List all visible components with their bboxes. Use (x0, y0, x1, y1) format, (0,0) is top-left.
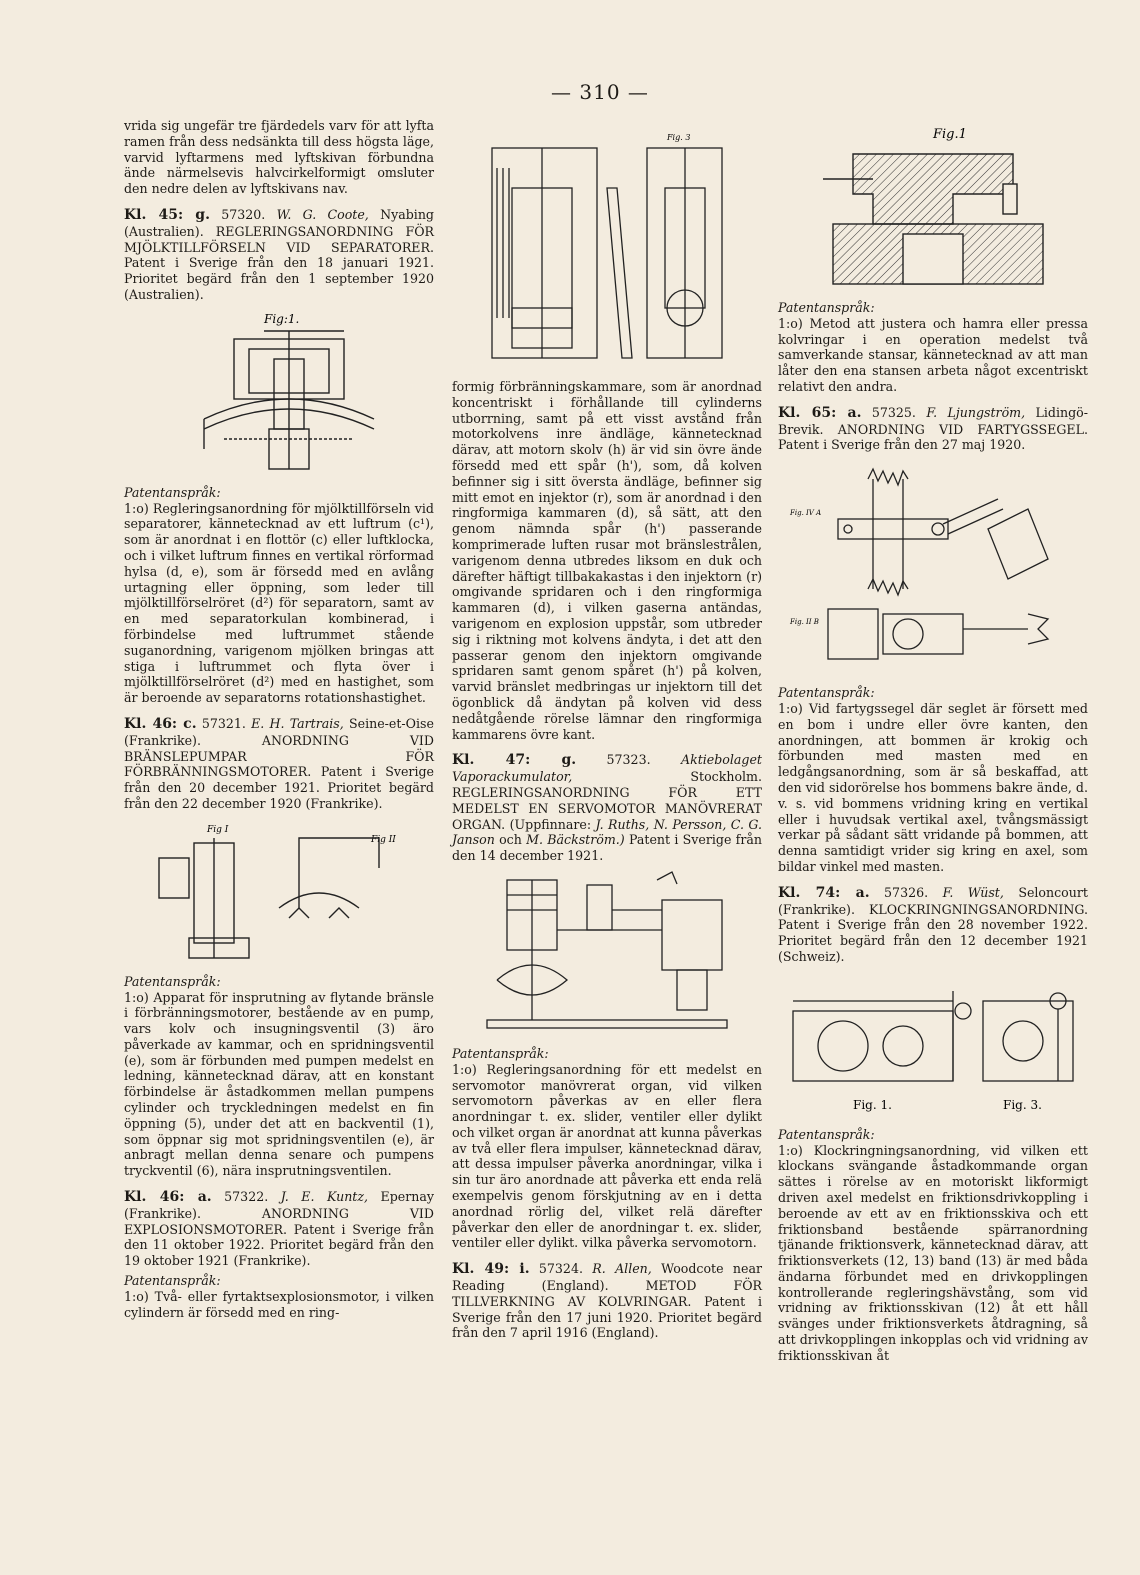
patent-holder: E. H. Tartrais, (251, 715, 344, 731)
patent-entry-57324 (452, 1261, 762, 1341)
figure-label-a: Fig. 1. (853, 1097, 892, 1112)
claim-text: 1:o) Två- eller fyrtaktsexplosionsmotor, i vilken cylindern är försedd med en ring- (124, 1288, 434, 1320)
patent-number: 57322. (224, 1189, 269, 1205)
figure-label-b: Fig. II B (790, 618, 819, 627)
column-2 (452, 118, 762, 1345)
patent-entry-57323 (452, 752, 762, 864)
figure-separator-regulator (164, 309, 394, 479)
figure-label: Fig:1. (264, 311, 300, 326)
claims-heading: Patentanspråk: (452, 1045, 549, 1061)
patent-class: Kl. 74: a. (778, 884, 870, 901)
claim-text: 1:o) Regleringsanordning för ett medelst en servomotor manövrerat organ, vid vilken servomotorn påverkas av en eller flera anordningar t. ex. slider, ventiler eller dylikt och vilket organ är anordnat att kunna påverkas av två eller flera impulser, kännetecknad därav, att dessa impulser påverka anordningar, vilka i sin tur äro anordnade att påverka ett enda relä exempelvis genom förskjutning av en i detta anordnad rörlig del, vilket relä därefter påverkar den eller de anordningar t. ex. slider, ventiler eller dylikt. vilka påverka servomotorn. (452, 1061, 762, 1251)
claims-heading: Patentanspråk: (124, 1273, 221, 1289)
paragraph-continuation: vrida sig ungefär tre fjärdedels varv för att lyfta ramen från dess nedsänkta till dess högsta läge, varvid lyftarmens med lyftskivan förbundna ände närmelsevis halvcirkelformigt omsluter den nedre delen av lyftskivans nav. (124, 118, 434, 197)
claim-continuation: formig förbränningskammare, som är anordnad koncentriskt i förhållande till cylinderns utborrning, samt på ett visst avstånd från motorkolvens inre ändläge, kännetecknad därav, att motorn skolv (h) är vid sin övre ände försedd med ett spår (h'), som, då kolven befinner sig i sitt översta ändläge, befinner sig mitt emot en injektor (r), som är anordnad i den ringformiga kammaren (d), så sätt, att den genom nämnda spår (h') passerande komprimerade luften rusar mot bränslestrålen, varigenom denna utbredes liksom en duk och därefter häftigt tillbakakastas i den injektorn (r) omgivande spridaren och i den ringformiga kammaren (d), i vilken gaserna antändas, varigenom en explosion uppstår, som utbreder sig i riktning mot kolvens ändyta, i det att den passerar genom den injektorn omgivande spridaren samt genom spåret (h') på kolven, varvid bränslet medbringas ur injektorn till det ögonblick då ändytan på kolven vid dess nedåtgående rörelse lämnar den ringformiga kammarens övre kant. (452, 379, 762, 742)
patent-entry-57321 (124, 716, 434, 812)
claim-text: 1:o) Metod att justera och hamra eller pressa kolvringar i en operation medelst två samverkande stansar, kännetecknad av att man låter den ena stansen arbeta något excentriskt relativt den andra. (778, 315, 1088, 394)
fuel-pump-diagram (149, 818, 409, 968)
patent-class: Kl. 49: i. (452, 1261, 530, 1278)
patent-entry-57322 (124, 1189, 434, 1269)
patent-holder: W. G. Coote, (276, 206, 369, 222)
patent-class: Kl. 47: g. (452, 752, 577, 769)
column-1 (124, 118, 434, 1324)
figure-label: Fig.1 (933, 127, 967, 142)
patent-class: Kl. 46: a. (124, 1189, 212, 1206)
inventors: J. Ruths, N. Persson, C. G. Janson (452, 816, 762, 848)
patent-number: 57321. (201, 715, 246, 731)
inventor-last: M. Bäckström.) (526, 832, 625, 848)
figure-piston-ring-press (813, 124, 1053, 294)
patent-class: Kl. 45: g. (124, 206, 210, 223)
figure-servomotor (477, 870, 737, 1040)
patent-class: Kl. 46: c. (124, 715, 197, 732)
patent-details: Lidingö-Brevik. ANORDNING VID FARTYGSSEGEL. Patent i Sverige från den 27 maj 1920. (778, 404, 1088, 453)
patent-details: Patent i Sverige från den 14 december 1921. (452, 832, 762, 864)
separator-diagram (164, 309, 394, 479)
claims-heading: Patentanspråk: (778, 685, 875, 701)
patent-details: Nyabing (Australien). REGLERINGSANORDNING FÖR MJÖLKTILLFÖRSELN VID SEPARATORER. Patent i Sverige från den 18 januari 1921. Prioritet begärd från den 1 september 1920 (Australien). (124, 206, 434, 302)
patent-holder: J. E. Kuntz, (280, 1189, 369, 1205)
patent-holder: F. Ljungström, (926, 404, 1026, 420)
claims-heading: Patentanspråk: (124, 484, 221, 500)
figure-label-a: Fig I (207, 824, 229, 835)
patent-class: Kl. 65: a. (778, 404, 862, 421)
figure-label-a: Fig. IV A (790, 509, 822, 518)
patent-number: 57323. (606, 752, 651, 768)
patent-entry-57325 (778, 405, 1088, 453)
patent-details: Woodcote near Reading (England). METOD FÖR TILLVERKNING AV KOLVRINGAR. Patent i Sverige från den 17 juni 1920. Prioritet begärd från den 7 april 1916 (England). (452, 1261, 762, 1341)
patent-entry-57320 (124, 207, 434, 303)
patent-holder: Aktiebolaget Vaporackumulator, (452, 752, 762, 785)
patent-number: 57326. (884, 884, 929, 900)
patent-details: Seine-et-Oise (Frankrike). ANORDNING VID BRÄNSLEPUMPAR FÖR FÖRBRÄNNINGSMOTORER. Patent i Sverige från den 20 december 1921. Prioritet begärd från den 22 december 1920 (Frankrike). (124, 715, 434, 811)
patent-entry-57326 (778, 885, 1088, 965)
press-diagram (813, 124, 1053, 294)
column-3 (778, 118, 1088, 1368)
claims-heading: Patentanspråk: (778, 300, 875, 315)
claims-heading: Patentanspråk: (778, 1126, 875, 1142)
figure-fuel-pump (149, 818, 409, 968)
servomotor-diagram (477, 870, 737, 1040)
figure-explosion-motor (467, 128, 747, 373)
claims-heading: Patentanspråk: (124, 973, 221, 989)
figure-label-b: Fig. 3. (1003, 1097, 1042, 1112)
conjunction: och (499, 832, 522, 848)
claim-text: 1:o) Apparat för insprutning av flytande bränsle i förbränningsmotorer, bestående av en pump, vars kolv och insugningsventil (3) äro påverkade av kammar, och en spridningsventil (e), som är förbunden med pumpen medelst en ledning, kännetecknad därav, att en konstant förbindelse är åstadkommen mellan pumpens cylinder och tryckledningen medelst en fin öppning (5), under det att en backventil (1), som öppnar sig mot spridningsventilen (e), är anbragt mellan denna senare och pumpens tryckventil (6), nära insprutningsventilen. (124, 989, 434, 1179)
patent-details: Seloncourt (Frankrike). KLOCKRINGNINGSANORDNING. Patent i Sverige från den 28 november 1922. Prioritet begärd från den 12 december 1921 (Schweiz). (778, 884, 1088, 964)
patent-number: 57325. (871, 404, 916, 420)
bell-ringing-diagram (783, 971, 1083, 1121)
figure-label-b: Fig II (371, 834, 396, 845)
patent-details: Stockholm. REGLERINGSANORDNING FÖR ETT MEDELST EN SERVOMOTOR MANÖVRERAT ORGAN. (Uppfinnare: (452, 769, 762, 832)
patent-details: Epernay (Frankrike). ANORDNING VID EXPLOSIONSMOTORER. Patent i Sverige från den 11 oktober 1922. Prioritet begärd från den 19 oktober 1921 (Frankrike). (124, 1189, 434, 1269)
sail-boom-diagram (788, 459, 1078, 679)
figure-ship-sail-boom (788, 459, 1078, 679)
patent-holder: F. Wüst, (942, 884, 1004, 900)
patent-number: 57320. (221, 206, 266, 222)
explosion-motor-diagram (467, 128, 747, 373)
claim-text: 1:o) Regleringsanordning för mjölktillförseln vid separatorer, kännetecknad av ett luftrum (c¹), som är anordnat i en flottör (c) eller luftklocka, och i vilket luftrum finnes en vertikal rörformad hylsa (d, e), som är försedd med en avlång urtagning eller öppning, som leder till mjölktillförselröret (d²) för separatorn, samt av en med separatorkulan kombinerad, i förbindelse med luftrummet stående suganordning, varigenom mjölken bringas att stiga i luftrummet och flyta över i mjölktillförselröret (d²) med en hastighet, som är beroende av separatorns rotationshastighet. (124, 500, 434, 706)
patent-holder: R. Allen, (592, 1261, 652, 1277)
page-number: — 310 — (551, 80, 649, 104)
patent-number: 57324. (538, 1261, 583, 1277)
figure-label: Fig. 3 (667, 133, 691, 142)
figure-bell-ringing (783, 971, 1083, 1121)
claim-text: 1:o) Vid fartygssegel där seglet är försett med en bom i undre eller övre kanten, den anordningen, att bommen är krokig och förbunden med masten med en ledgångsanordning, som är så beskaffad, att den vid sidorörelse hos bommens bakre ände, d. v. s. vid bommens vridning kring en vertikal eller i huvudsak vertikal axel, tvångsmässigt verkar på sådant sätt vridande på bommen, att denna samtidigt vrider sig kring en axel, som bildar vinkel med masten. (778, 700, 1088, 874)
claim-text: 1:o) Klockringningsanordning, vid vilken ett klockans svängande åstadkommande organ sättes i rörelse av en motoriskt likformigt driven axel medelst en friktionsdrivkoppling i beroende av ett av en friktionsskiva och ett friktionsband bestående spärranordning tjänande friktionsverk, kännetecknad därav, att friktionsverkets (12, 13) band (13) är med båda ändarna förbundet med en drivkopplingen kontrollerande regleringshävstång, som vid vridning av friktionsskivan (12) åt ett håll svänges under friktionsverkets åtdragning, så att drivkopplingen inkopplas och vid vridning av friktionsskivan åt (778, 1142, 1088, 1363)
